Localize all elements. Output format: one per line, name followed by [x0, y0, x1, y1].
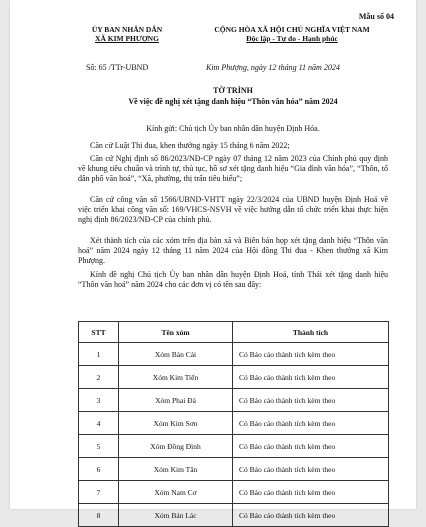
consideration-paragraph: Xét thành tích của các xóm trên địa bàn xã và Biên bản họp xét tặng danh hiệu “Thôn văn hoá” năm 2024 ngày 12 tháng 11 năm 2024 của Hội đồng Thi đua - Khen thưởng xã Kim Phượng. [78, 236, 388, 265]
national-motto: Độc lập - Tự do - Hạnh phúc [246, 34, 338, 43]
issuer-line-2: XÃ KIM PHƯỢNG [95, 34, 159, 43]
table-row [79, 412, 389, 435]
award-table [78, 321, 389, 527]
request-paragraph: Kính đề nghị Chủ tịch Ủy ban nhân dân huyện Định Hoá, tỉnh Thái xét tặng danh hiệu “Thôn văn hoá” năm 2024 cho các đơn vị có tên sau đây: [78, 270, 388, 289]
row-number: 1 [79, 343, 119, 366]
place-date: Kim Phượng, ngày 12 tháng 11 năm 2024 [206, 63, 340, 72]
row-number: 3 [79, 389, 119, 412]
legal-basis-2: Căn cứ Nghị định số 86/2023/NĐ-CP ngày 07 tháng 12 năm 2023 của Chính phủ quy định về khung tiêu chuẩn và trình tự, thủ tục, hồ sơ xét tặng danh hiệu “Gia đình văn hóa”, “Thôn, tổ dân phố văn hoá”, “Xã, phường, thị trấn tiêu biểu”; [78, 154, 388, 183]
row-number: 6 [79, 458, 119, 481]
achievement: Có Báo cáo thành tích kèm theo [233, 481, 389, 504]
legal-basis-3: Căn cứ công văn số 1566/UBND-VHTT ngày 22/3/2024 của UBND huyện Định Hoá về việc triển khai công văn số: 169/VHCS-NSVH về việc hướng dẫn tổ chức triển khai thực hiện nghị định 86/2023/NĐ-CP của chính phủ. [78, 195, 388, 224]
achievement: Có Báo cáo thành tích kèm theo [233, 366, 389, 389]
issuer-line-1: ỦY BAN NHÂN DÂN [91, 25, 163, 34]
form-number: Mẫu số 04 [358, 12, 394, 21]
hamlet-name: Xóm Kim Sơn [119, 412, 233, 435]
table-row [79, 389, 389, 412]
hamlet-name: Xóm Đồng Đình [119, 435, 233, 458]
row-number: 4 [79, 412, 119, 435]
table-row [79, 504, 389, 527]
recipient: Kính gửi: Chủ tịch Ủy ban nhân dân huyện Định Hóa. [146, 124, 320, 133]
hamlet-name: Xóm Phai Đá [119, 389, 233, 412]
achievement: Có Báo cáo thành tích kèm theo [233, 412, 389, 435]
column-header-hamlet: Tên xóm [119, 322, 233, 343]
achievement: Có Báo cáo thành tích kèm theo [233, 343, 389, 366]
column-header-achievement: Thành tích [233, 322, 389, 343]
table-row [79, 458, 389, 481]
achievement: Có Báo cáo thành tích kèm theo [233, 389, 389, 412]
achievement: Có Báo cáo thành tích kèm theo [233, 458, 389, 481]
table-row [79, 481, 389, 504]
row-number: 2 [79, 366, 119, 389]
legal-basis-1: Căn cứ Luật Thi đua, khen thưởng ngày 15 tháng 6 năm 2022; [90, 141, 290, 150]
achievement: Có Báo cáo thành tích kèm theo [233, 504, 389, 527]
national-title: CỘNG HÒA XÃ HỘI CHỦ NGHĨA VIỆT NAM [214, 25, 370, 34]
achievement: Có Báo cáo thành tích kèm theo [233, 435, 389, 458]
row-number: 7 [79, 481, 119, 504]
document-title: TỜ TRÌNH [213, 86, 253, 95]
table-row [79, 435, 389, 458]
hamlet-name: Xóm Kim Tiến [119, 366, 233, 389]
table-row [79, 343, 389, 366]
hamlet-name: Xóm Kim Tân [119, 458, 233, 481]
hamlet-name: Xóm Bản Lác [119, 504, 233, 527]
row-number: 8 [79, 504, 119, 527]
table-header-row [79, 322, 389, 343]
document-subtitle: Về việc đề nghị xét tặng danh hiệu “Thôn văn hóa” năm 2024 [128, 97, 338, 106]
table-row [79, 366, 389, 389]
document-number: Số: 65 /TTr-UBND [86, 63, 149, 72]
column-header-stt: STT [79, 322, 119, 343]
hamlet-name: Xóm Nam Cơ [119, 481, 233, 504]
document-page [10, 0, 416, 520]
hamlet-name: Xóm Bản Cải [119, 343, 233, 366]
row-number: 5 [79, 435, 119, 458]
